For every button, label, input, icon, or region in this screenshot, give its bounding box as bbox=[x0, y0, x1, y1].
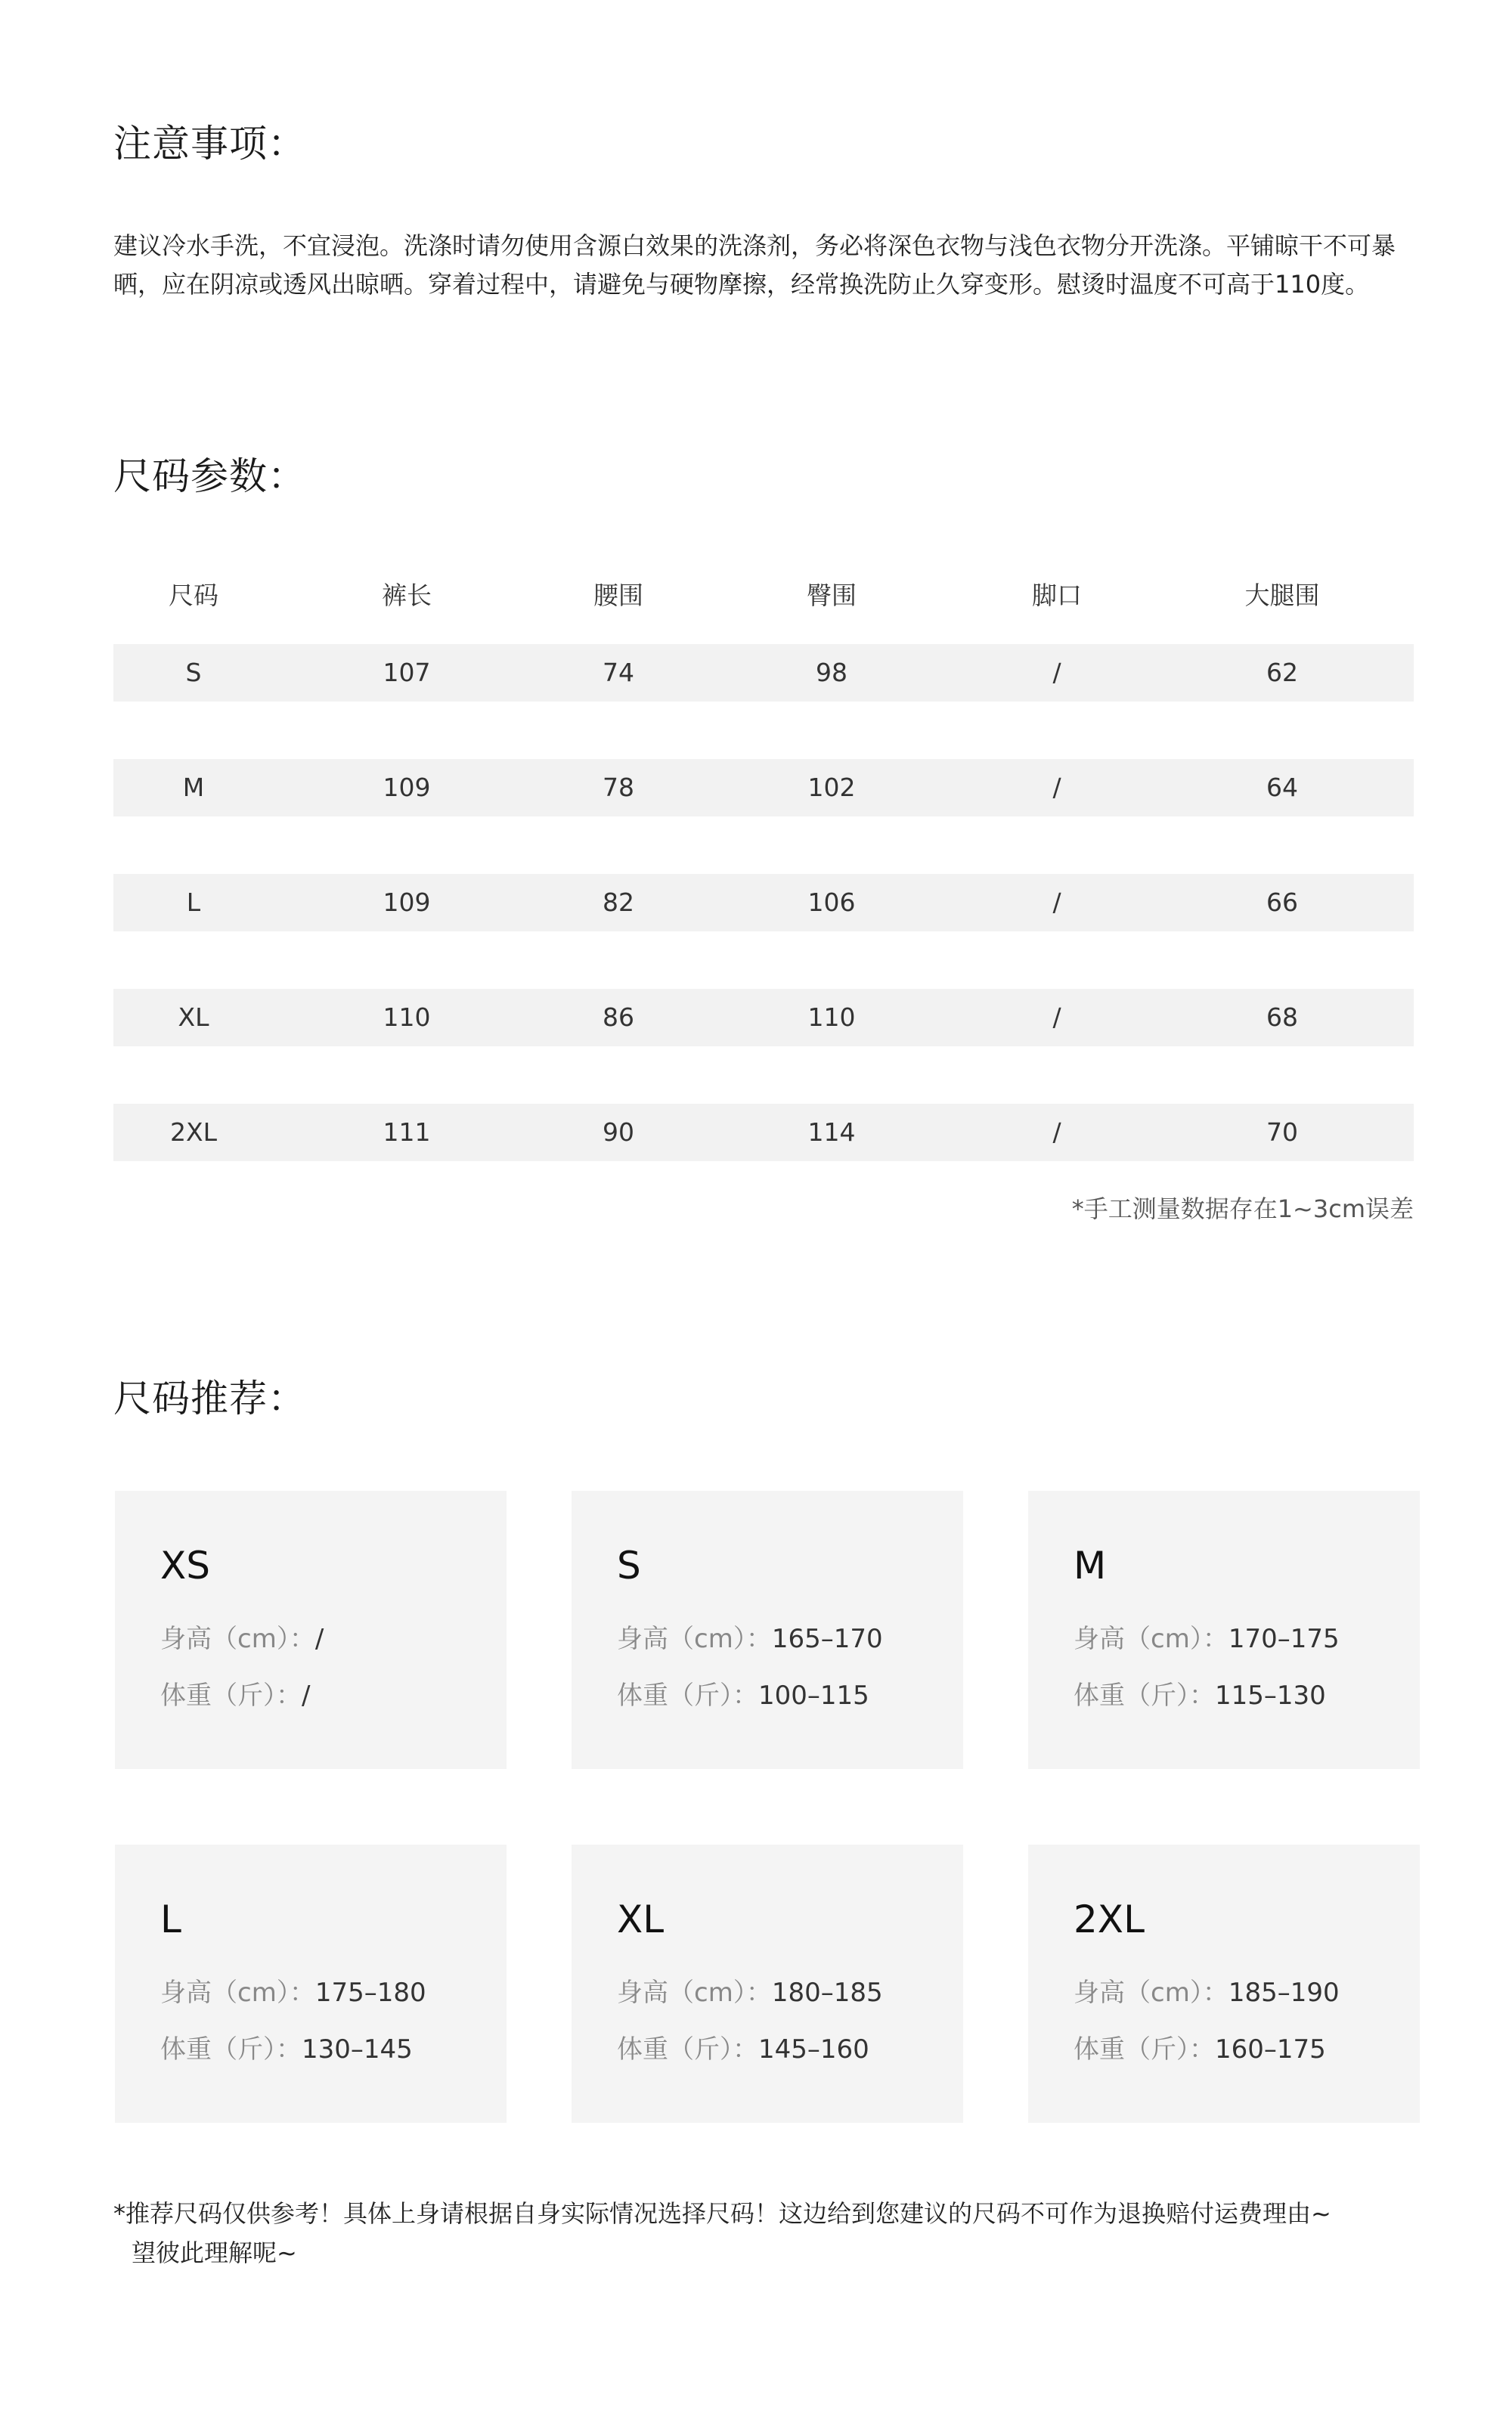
care-title: 注意事项： bbox=[113, 122, 306, 166]
size-table bbox=[113, 567, 1414, 1161]
cell-hip: 110 bbox=[807, 1002, 856, 1032]
cell-waist: 78 bbox=[603, 773, 634, 802]
weight-label: 体重（斤）： bbox=[160, 2034, 302, 2065]
weight-value: 160–175 bbox=[1215, 2034, 1326, 2065]
cell-size: XL bbox=[178, 1002, 209, 1032]
height-label: 身高（cm）： bbox=[1074, 1624, 1228, 1654]
card-weight bbox=[617, 2028, 869, 2065]
cell-thigh: 66 bbox=[1266, 888, 1298, 917]
card-height bbox=[160, 1618, 324, 1655]
table-row bbox=[113, 989, 1414, 1046]
weight-label: 体重（斤）： bbox=[1074, 1681, 1215, 1711]
size-card-l bbox=[115, 1845, 507, 2123]
height-value: 170–175 bbox=[1228, 1624, 1340, 1654]
header-waist: 腰围 bbox=[593, 581, 643, 610]
height-value: 180–185 bbox=[771, 1978, 883, 2008]
cell-waist: 86 bbox=[603, 1002, 634, 1032]
card-size-label: XS bbox=[160, 1544, 210, 1588]
size-params-title: 尺码参数： bbox=[113, 454, 306, 498]
card-size-label: S bbox=[617, 1544, 641, 1588]
card-size-label: XL bbox=[617, 1898, 665, 1941]
height-label: 身高（cm）： bbox=[1074, 1978, 1228, 2008]
card-height bbox=[160, 1972, 426, 2009]
cell-length: 111 bbox=[383, 1117, 431, 1147]
weight-label: 体重（斤）： bbox=[617, 1681, 758, 1711]
cell-hem: / bbox=[1052, 1117, 1061, 1147]
cell-hem: / bbox=[1052, 1002, 1061, 1032]
card-size-label: 2XL bbox=[1074, 1898, 1145, 1941]
size-card-2xl bbox=[1028, 1845, 1420, 2123]
cell-hem: / bbox=[1052, 658, 1061, 687]
size-rec-title: 尺码推荐： bbox=[113, 1377, 306, 1420]
cell-hem: / bbox=[1052, 888, 1061, 917]
weight-label: 体重（斤）： bbox=[1074, 2034, 1215, 2065]
recommendation-disclaimer bbox=[113, 2194, 1444, 2272]
card-height bbox=[1074, 1972, 1340, 2009]
cell-hip: 114 bbox=[807, 1117, 856, 1147]
cell-waist: 74 bbox=[603, 658, 634, 687]
card-height bbox=[617, 1618, 883, 1655]
weight-value: / bbox=[302, 1681, 311, 1711]
header-thigh: 大腿围 bbox=[1244, 581, 1320, 610]
card-height bbox=[1074, 1618, 1340, 1655]
header-size: 尺码 bbox=[169, 581, 218, 610]
weight-value: 115–130 bbox=[1215, 1681, 1326, 1711]
care-instructions: 建议冷水手洗，不宜浸泡。洗涤时请勿使用含源白效果的洗涤剂，务必将深色衣物与浅色衣物分开洗涤。平铺晾干不可暴晒，应在阴凉或透风出晾晒。穿着过程中，请避免与硬物摩擦，经常换洗防止久穿变形。慰烫时温度不可高于110度。 bbox=[113, 231, 1396, 299]
disclaimer-line-1: *推荐尺码仅供参考！具体上身请根据自身实际情况选择尺码！这边给到您建议的尺码不可作为退换赔付运费理由~ bbox=[113, 2199, 1331, 2228]
weight-label: 体重（斤）： bbox=[160, 1681, 302, 1711]
card-weight bbox=[1074, 2028, 1326, 2065]
height-value: / bbox=[314, 1624, 324, 1654]
height-value: 185–190 bbox=[1228, 1978, 1340, 2008]
card-weight bbox=[617, 1675, 869, 1712]
cell-size: 2XL bbox=[170, 1117, 217, 1147]
cell-hem: / bbox=[1052, 773, 1061, 802]
cell-length: 107 bbox=[383, 658, 431, 687]
card-size-label: L bbox=[160, 1898, 181, 1941]
cell-thigh: 70 bbox=[1266, 1117, 1298, 1147]
measurement-note: *手工测量数据存在1~3cm误差 bbox=[1071, 1194, 1414, 1223]
cell-waist: 90 bbox=[603, 1117, 634, 1147]
cell-hip: 98 bbox=[816, 658, 847, 687]
cell-size: M bbox=[182, 773, 205, 802]
height-value: 165–170 bbox=[771, 1624, 883, 1654]
table-header-row bbox=[113, 567, 1414, 624]
card-weight bbox=[1074, 1675, 1326, 1712]
weight-label: 体重（斤）： bbox=[617, 2034, 758, 2065]
size-card-m bbox=[1028, 1491, 1420, 1769]
cell-size: L bbox=[186, 888, 201, 917]
cell-waist: 82 bbox=[603, 888, 634, 917]
table-row bbox=[113, 874, 1414, 931]
height-label: 身高（cm）： bbox=[617, 1978, 772, 2008]
header-hem: 脚口 bbox=[1032, 581, 1082, 610]
weight-value: 130–145 bbox=[302, 2034, 413, 2065]
weight-value: 145–160 bbox=[758, 2034, 869, 2065]
cell-thigh: 64 bbox=[1266, 773, 1298, 802]
height-label: 身高（cm）： bbox=[160, 1978, 315, 2008]
header-length: 裤长 bbox=[382, 581, 432, 610]
card-height bbox=[617, 1972, 883, 2009]
size-card-xl bbox=[572, 1845, 963, 2123]
table-row bbox=[113, 759, 1414, 816]
cell-length: 109 bbox=[383, 888, 431, 917]
size-card-s bbox=[572, 1491, 963, 1769]
cell-length: 110 bbox=[383, 1002, 431, 1032]
height-value: 175–180 bbox=[314, 1978, 426, 2008]
weight-value: 100–115 bbox=[758, 1681, 869, 1711]
cell-thigh: 62 bbox=[1266, 658, 1298, 687]
cell-hip: 106 bbox=[807, 888, 856, 917]
cell-hip: 102 bbox=[807, 773, 856, 802]
cell-size: S bbox=[185, 658, 202, 687]
table-row bbox=[113, 644, 1414, 702]
height-label: 身高（cm）： bbox=[160, 1624, 315, 1654]
card-size-label: M bbox=[1074, 1544, 1107, 1588]
height-label: 身高（cm）： bbox=[617, 1624, 772, 1654]
header-hip: 臀围 bbox=[807, 581, 857, 610]
disclaimer-line-2: 望彼此理解呢~ bbox=[132, 2238, 297, 2267]
size-card-xs bbox=[115, 1491, 507, 1769]
cell-thigh: 68 bbox=[1266, 1002, 1298, 1032]
card-weight bbox=[160, 1675, 310, 1712]
cell-length: 109 bbox=[383, 773, 431, 802]
card-weight bbox=[160, 2028, 413, 2065]
table-row bbox=[113, 1104, 1414, 1161]
